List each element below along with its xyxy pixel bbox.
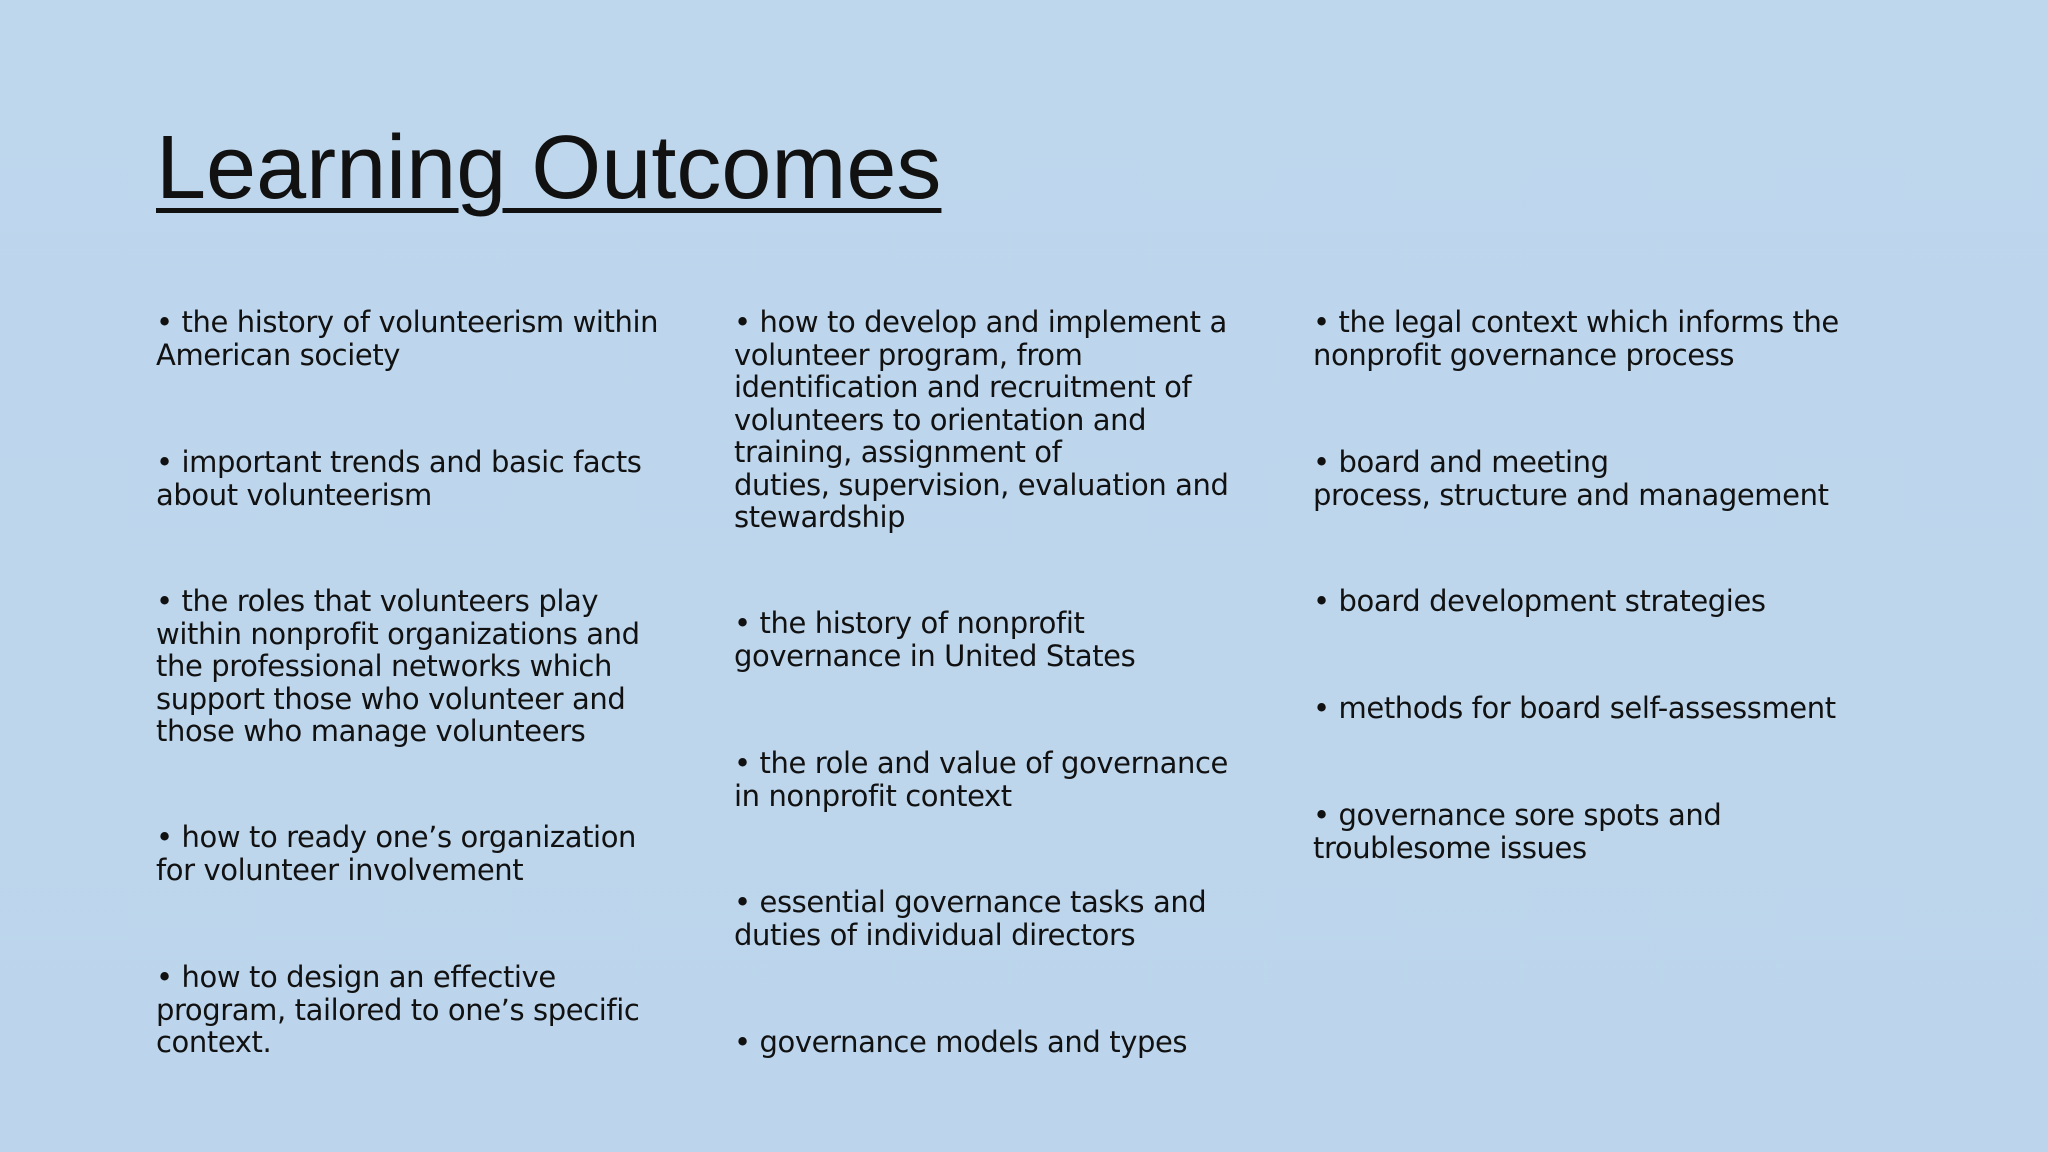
outcome-item: • methods for board self-assessment [1313, 691, 1836, 725]
outcome-item: • the history of nonprofit governance in United States [734, 606, 1136, 673]
outcome-item: • essential governance tasks and duties of individual directors [734, 885, 1207, 952]
outcome-item: • the roles that volunteers play within nonprofit organizations and the professional networks which support those who volunteer and those who manage volunteers [156, 584, 640, 748]
outcome-item: • governance sore spots and troublesome issues [1313, 798, 1722, 865]
outcome-item: • governance models and types [734, 1025, 1188, 1059]
outcome-item: • board and meeting process, structure and management [1313, 445, 1829, 512]
outcome-item: • board development strategies [1313, 584, 1766, 618]
slide-title: Learning Outcomes [156, 118, 942, 218]
outcome-item: • how to ready one’s organization for volunteer involvement [156, 820, 637, 887]
outcome-item: • the legal context which informs the nonprofit governance process [1313, 305, 1839, 372]
outcome-item: • important trends and basic facts about volunteerism [156, 445, 642, 512]
outcome-item: • how to design an effective program, tailored to one’s specific context. [156, 960, 640, 1059]
outcome-item: • how to develop and implement a volunteer program, from identification and recruitment of volunteers to orientation and training, assignment of duties, supervision, evaluation and stewardship [734, 305, 1229, 534]
outcome-item: • the history of volunteerism within American society [156, 305, 659, 372]
outcome-item: • the role and value of governance in nonprofit context [734, 746, 1228, 813]
